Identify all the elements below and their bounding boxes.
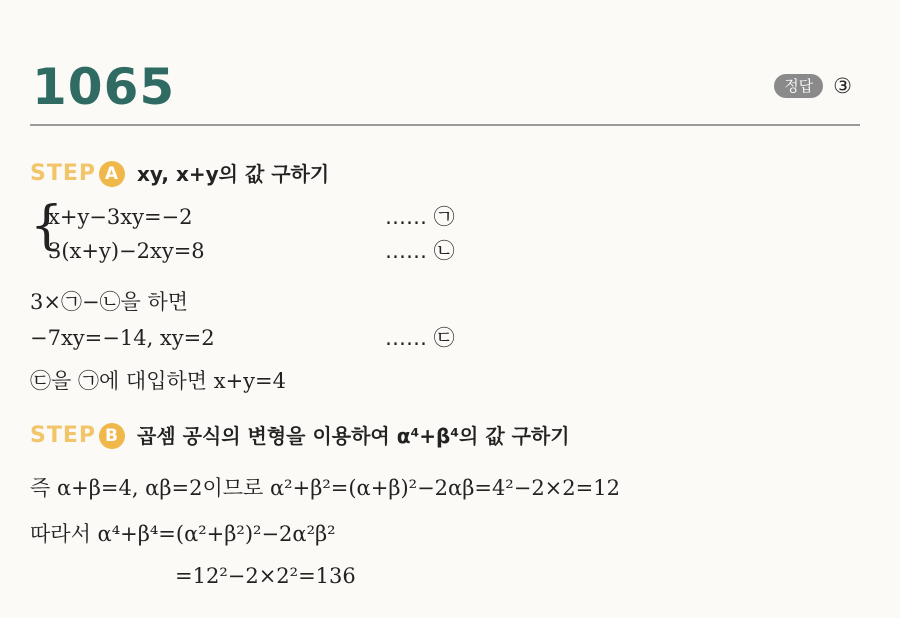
step-a-heading — [30, 160, 329, 188]
step-b-title: 곱셈 공식의 변형을 이용하여 α⁴+β⁴의 값 구하기 — [137, 424, 570, 448]
step-a-line-3: 3×㉠−㉡을 하면 — [30, 290, 189, 314]
equation-2-tag: …… ㉡ — [385, 239, 455, 263]
step-a-line-5: ㉢을 ㉠에 대입하면 x+y=4 — [30, 369, 287, 393]
step-b-label-text: STEP — [30, 423, 97, 448]
step-b-line-3: =12²−2×2²=136 — [175, 564, 356, 588]
answer-area — [774, 74, 852, 98]
step-b-line-1: 즉 α+β=4, αβ=2이므로 α²+β²=(α+β)²−2αβ=4²−2×2=12 — [30, 476, 620, 500]
step-a-title: xy, x+y의 값 구하기 — [137, 162, 330, 186]
equation-2: 3(x+y)−2xy=8 — [48, 239, 205, 263]
step-b-line-2: 따라서 α⁴+β⁴=(α²+β²)²−2α²β² — [30, 522, 336, 546]
step-b-letter-icon: B — [99, 423, 125, 449]
system-brace: { — [30, 196, 64, 256]
equation-1: x+y−3xy=−2 — [48, 205, 193, 229]
step-a-label-text: STEP — [30, 161, 97, 186]
step-b-heading — [30, 422, 570, 450]
step-a-line-4-tag: …… ㉢ — [385, 326, 455, 350]
problem-number: 1065 — [32, 58, 176, 116]
step-b-label — [30, 422, 125, 450]
equation-1-tag: …… ㉠ — [385, 205, 455, 229]
step-a-label — [30, 160, 125, 188]
step-a-letter-icon: A — [99, 161, 125, 187]
answer-value: ③ — [833, 74, 852, 98]
header-divider — [30, 124, 860, 126]
step-a-line-4: −7xy=−14, xy=2 — [30, 326, 215, 350]
problem-header — [30, 58, 860, 128]
answer-badge: 정답 — [774, 74, 823, 98]
